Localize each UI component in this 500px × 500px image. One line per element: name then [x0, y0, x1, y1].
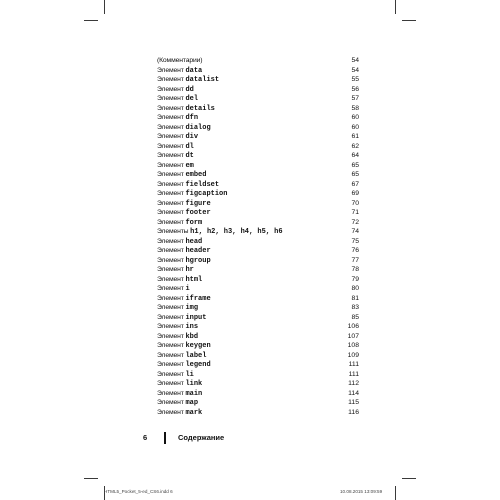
- toc-entry: [157, 332, 359, 342]
- toc-entry-text: Элемент: [157, 332, 184, 340]
- toc-entry-code: ins: [185, 323, 199, 331]
- toc-entry: [157, 132, 359, 142]
- toc-entry-page: 77: [351, 256, 359, 264]
- toc-entry-page: 72: [351, 218, 359, 226]
- toc-entry-code: em: [185, 161, 194, 170]
- toc-entry-code: img: [185, 304, 199, 312]
- toc-entry: [157, 370, 359, 380]
- toc-entry-page: 61: [351, 133, 359, 140]
- toc-entry: [157, 265, 359, 275]
- toc-entry-code: legend: [185, 361, 211, 369]
- toc-entry-text: Элемент: [157, 190, 184, 197]
- toc-entry: [157, 360, 359, 370]
- toc-entry: [157, 351, 359, 361]
- toc-entry-text: Элемент: [157, 133, 184, 140]
- toc-entry-code: fieldset: [185, 180, 220, 189]
- toc-entry-label: [157, 408, 202, 419]
- footer-divider: [164, 432, 166, 444]
- toc-entry: [157, 56, 359, 66]
- toc-entry: [157, 180, 359, 190]
- toc-entry-page: 65: [351, 161, 359, 169]
- toc-entry-text: Элемент: [157, 247, 184, 254]
- toc-entry-text: Элемент: [157, 218, 184, 226]
- table-of-contents: [157, 56, 359, 417]
- toc-entry-text: Элемент: [157, 161, 184, 169]
- toc-entry: [157, 104, 359, 114]
- toc-entry-code: dfn: [185, 114, 199, 122]
- toc-entry-page: 81: [351, 294, 359, 302]
- toc-entry: [157, 227, 359, 237]
- toc-entry-text: Элемент: [157, 123, 184, 131]
- toc-entry-text: Элемент: [157, 351, 184, 359]
- toc-entry-code: embed: [185, 171, 207, 179]
- toc-entry-code: main: [185, 389, 203, 398]
- toc-entry-code: link: [185, 380, 203, 388]
- toc-entry-code: hr: [185, 266, 194, 274]
- toc-entry: [157, 275, 359, 285]
- toc-entry-text: Элемент: [157, 114, 184, 121]
- toc-entry-code: map: [185, 399, 199, 407]
- print-slug-timestamp: 10.08.2015 13:09:59: [340, 489, 383, 494]
- toc-entry-page: 56: [351, 85, 359, 93]
- toc-entry: [157, 199, 359, 209]
- print-slug-file: HTML5_Pocket_5-ed_CS6.indd 6: [104, 489, 173, 494]
- toc-entry-text: Элемент: [157, 399, 184, 406]
- toc-entry-code: div: [185, 133, 199, 141]
- toc-entry-text: Элемент: [157, 370, 184, 378]
- toc-entry-text: Элемент: [157, 142, 184, 150]
- page-number: 6: [143, 433, 148, 442]
- toc-entry-code: dt: [185, 152, 194, 160]
- toc-entry-code: figure: [185, 199, 211, 208]
- toc-entry: [157, 313, 359, 323]
- toc-entry-text: Элемент: [157, 342, 184, 349]
- toc-entry: [157, 208, 359, 218]
- toc-entry-page: 109: [347, 351, 359, 359]
- toc-entry: [157, 218, 359, 228]
- toc-entry: [157, 94, 359, 104]
- toc-entry-code: dialog: [185, 123, 211, 132]
- toc-entry-page: 85: [351, 313, 359, 321]
- toc-entry-code: kbd: [185, 332, 199, 341]
- section-title: Содержание: [178, 433, 225, 442]
- page-footer: [0, 433, 500, 445]
- toc-entry-text: Элемент: [157, 76, 184, 83]
- toc-entry-page: 79: [351, 275, 359, 283]
- toc-entry-code: iframe: [185, 294, 211, 303]
- toc-entry-code: i: [185, 285, 190, 293]
- toc-entry-text: Элемент: [157, 389, 184, 397]
- crop-mark-top-left-h: [84, 20, 98, 21]
- toc-entry-text: Элемент: [157, 275, 184, 283]
- crop-mark-bottom-right-h: [402, 478, 416, 479]
- toc-entry-page: 83: [351, 304, 359, 311]
- toc-entry-page: 64: [351, 152, 359, 159]
- toc-entry-code: details: [185, 104, 215, 113]
- toc-entry: [157, 389, 359, 399]
- toc-entry-text: (Комментарии): [157, 57, 203, 64]
- toc-entry-page: 106: [347, 323, 359, 330]
- toc-entry-code: datalist: [185, 76, 220, 84]
- toc-entry-text: Элемент: [157, 323, 184, 330]
- crop-mark-bottom-right-v: [395, 486, 396, 500]
- toc-entry-text: Элемент: [157, 237, 184, 245]
- toc-entry: [157, 256, 359, 266]
- toc-entry-page: 54: [351, 66, 359, 74]
- toc-entry-text: Элемент: [157, 152, 184, 159]
- toc-entry-page: 108: [347, 342, 359, 349]
- toc-entry-text: Элемент: [157, 294, 184, 302]
- toc-entry-code: li: [185, 370, 194, 379]
- toc-entry-page: 116: [348, 408, 359, 416]
- toc-entry-page: 78: [351, 266, 359, 273]
- toc-entry-text: Элемент: [157, 104, 184, 112]
- toc-entry-page: 55: [351, 76, 359, 83]
- toc-entry-text: Элемент: [157, 266, 184, 273]
- toc-entry-code: data: [185, 66, 203, 75]
- toc-entry-text: Элемент: [157, 199, 184, 207]
- toc-entry-page: 60: [351, 114, 359, 121]
- toc-entry-page: 76: [351, 247, 359, 254]
- toc-entry-page: 69: [351, 190, 359, 197]
- toc-entry: [157, 237, 359, 247]
- toc-entry-page: 114: [348, 389, 359, 397]
- toc-entry-code: h1, h2, h3, h4, h5, h6: [190, 228, 283, 236]
- toc-entry-code: dd: [185, 85, 194, 94]
- toc-entry-code: mark: [185, 408, 203, 417]
- toc-entry-text: Элемент: [157, 171, 184, 178]
- toc-entry-page: 112: [348, 380, 359, 387]
- toc-entry: [157, 303, 359, 313]
- toc-entry: [157, 284, 359, 294]
- toc-entry-text: Элемент: [157, 285, 184, 292]
- toc-entry-page: 60: [351, 123, 359, 131]
- toc-entry: [157, 341, 359, 351]
- toc-entry-text: Элементы: [157, 228, 189, 235]
- toc-entry: [157, 142, 359, 152]
- toc-entry-page: 67: [351, 180, 359, 188]
- toc-entry: [157, 322, 359, 332]
- toc-entry: [157, 161, 359, 171]
- toc-entry-label: [157, 56, 202, 66]
- toc-entry: [157, 85, 359, 95]
- toc-entry: [157, 151, 359, 161]
- toc-entry-code: dl: [185, 142, 194, 151]
- toc-entry-page: 65: [351, 171, 359, 178]
- toc-entry-text: Элемент: [157, 408, 184, 416]
- toc-entry-code: input: [185, 313, 207, 322]
- toc-entry: [157, 123, 359, 133]
- toc-entry-code: figcaption: [185, 190, 228, 198]
- toc-entry-page: 115: [348, 399, 359, 406]
- toc-entry-page: 70: [351, 199, 359, 207]
- toc-entry-code: html: [185, 275, 203, 284]
- toc-entry-code: head: [185, 237, 203, 246]
- toc-entry: [157, 75, 359, 85]
- toc-entry-code: header: [185, 247, 211, 255]
- toc-entry-code: del: [185, 95, 199, 103]
- toc-entry-code: hgroup: [185, 256, 211, 265]
- toc-entry-page: 111: [348, 361, 359, 368]
- toc-entry-text: Элемент: [157, 180, 184, 188]
- toc-entry: [157, 113, 359, 123]
- toc-entry: [157, 170, 359, 180]
- toc-entry-text: Элемент: [157, 380, 184, 387]
- toc-entry-text: Элемент: [157, 256, 184, 264]
- toc-entry-page: 75: [351, 237, 359, 245]
- toc-entry-page: 54: [351, 57, 359, 64]
- toc-entry: [157, 408, 359, 418]
- toc-entry: [157, 294, 359, 304]
- crop-mark-bottom-left-h: [84, 478, 98, 479]
- toc-entry-page: 58: [351, 104, 359, 112]
- toc-entry-text: Элемент: [157, 95, 184, 102]
- toc-entry-page: 62: [351, 142, 359, 150]
- toc-entry: [157, 246, 359, 256]
- toc-entry-text: Элемент: [157, 66, 184, 74]
- crop-mark-top-right-v: [395, 0, 396, 14]
- toc-entry-code: form: [185, 218, 203, 227]
- toc-entry-code: footer: [185, 209, 211, 217]
- toc-entry-code: label: [185, 351, 207, 360]
- toc-entry-page: 111: [348, 370, 359, 378]
- toc-entry-page: 74: [351, 228, 359, 235]
- toc-entry-code: keygen: [185, 342, 211, 350]
- toc-entry-page: 80: [351, 285, 359, 292]
- crop-mark-top-right-h: [402, 20, 416, 21]
- toc-entry-text: Элемент: [157, 209, 184, 216]
- crop-mark-top-left-v: [104, 0, 105, 14]
- toc-entry-page: 57: [351, 95, 359, 102]
- toc-entry-text: Элемент: [157, 85, 184, 93]
- toc-entry-text: Элемент: [157, 304, 184, 311]
- toc-entry: [157, 189, 359, 199]
- toc-entry-text: Элемент: [157, 313, 184, 321]
- toc-entry-page: 107: [347, 332, 359, 340]
- toc-entry-text: Элемент: [157, 361, 184, 368]
- toc-entry: [157, 66, 359, 76]
- toc-entry: [157, 398, 359, 408]
- toc-entry: [157, 379, 359, 389]
- toc-entry-page: 71: [351, 209, 359, 216]
